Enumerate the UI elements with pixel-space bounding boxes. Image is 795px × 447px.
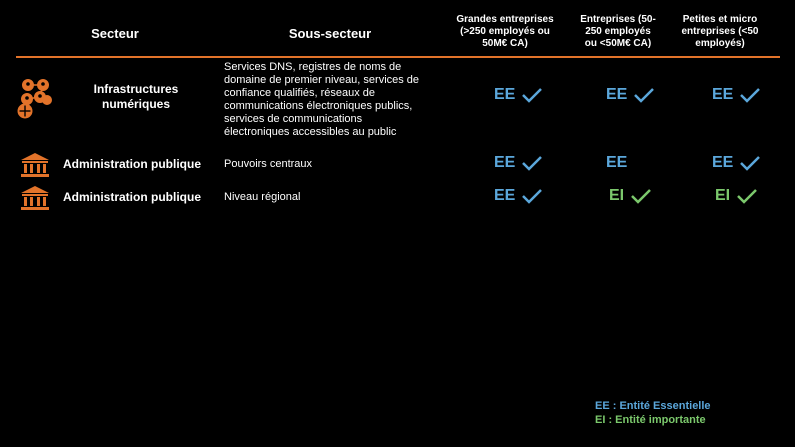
header-large-enterprises: [445, 14, 565, 50]
header-small-enterprises: [670, 14, 770, 50]
header-small-line-1: Petites et micro: [682, 14, 758, 25]
check-icon: [633, 87, 655, 103]
status-medium: [606, 86, 655, 104]
status-code: EE: [712, 154, 734, 171]
subsector-line-6: électroniques accessibles au public: [224, 126, 397, 138]
status-medium: [609, 187, 652, 205]
sector-label: Administration publique: [63, 157, 201, 171]
header-medium-line-1: Entreprises (50-: [580, 14, 656, 25]
status-code: EI: [609, 187, 625, 204]
check-icon: [630, 188, 652, 204]
government-building-icon: [20, 152, 50, 183]
check-icon: [736, 188, 758, 204]
check-icon: [739, 87, 761, 103]
subsector-text: Pouvoirs centraux: [224, 158, 313, 170]
subsector-line-5: services de communications: [224, 113, 363, 125]
subsector-line-4: communications électroniques publics,: [224, 100, 413, 112]
status-small: [712, 154, 761, 172]
header-medium-line-2: 250 employés: [585, 26, 651, 37]
sector-label-line-2: numériques: [101, 97, 170, 111]
header-small-line-3: employés): [695, 38, 745, 49]
check-icon: [521, 188, 543, 204]
status-code: EE: [494, 154, 516, 171]
header-divider: [16, 56, 780, 58]
network-nodes-icon: [16, 76, 54, 127]
legend-ei: EI : Entité importante: [595, 414, 706, 426]
status-code: EI: [715, 187, 731, 204]
status-code: EE: [606, 154, 628, 171]
sector-label: [60, 82, 212, 112]
subsector-line-3: confiance qualifiés, réseaux de: [224, 87, 376, 99]
status-code: EE: [494, 187, 516, 204]
status-code: EE: [606, 86, 628, 103]
check-icon: [521, 155, 543, 171]
header-medium-line-3: ou <50M€ CA): [584, 38, 652, 49]
legend-ee: EE : Entité Essentielle: [595, 400, 711, 412]
check-icon: [521, 87, 543, 103]
header-subsector: Sous-secteur: [288, 26, 372, 41]
status-code: EE: [494, 86, 516, 103]
sector-label-line-1: Infrastructures: [93, 82, 179, 96]
status-small: [712, 86, 761, 104]
sector-label: Administration publique: [63, 190, 201, 204]
check-icon: [739, 155, 761, 171]
government-building-icon: [20, 185, 50, 216]
header-large-line-3: 50M€ CA): [482, 38, 528, 49]
header-sector: Secteur: [91, 26, 139, 41]
status-code: EE: [712, 86, 734, 103]
status-small: [715, 187, 758, 205]
subsector-text: [224, 61, 419, 139]
status-medium: [606, 154, 627, 172]
header-large-line-1: Grandes entreprises: [456, 14, 554, 25]
status-large: [494, 86, 543, 104]
status-large: [494, 187, 543, 205]
subsector-line-1: Services DNS, registres de noms de: [224, 61, 402, 73]
header-medium-enterprises: [568, 14, 668, 50]
subsector-line-2: domaine de premier niveau, services de: [224, 74, 420, 86]
header-small-line-2: entreprises (<50: [681, 26, 759, 37]
status-large: [494, 154, 543, 172]
subsector-text: Niveau régional: [224, 191, 301, 203]
header-large-line-2: (>250 employés ou: [460, 26, 550, 37]
